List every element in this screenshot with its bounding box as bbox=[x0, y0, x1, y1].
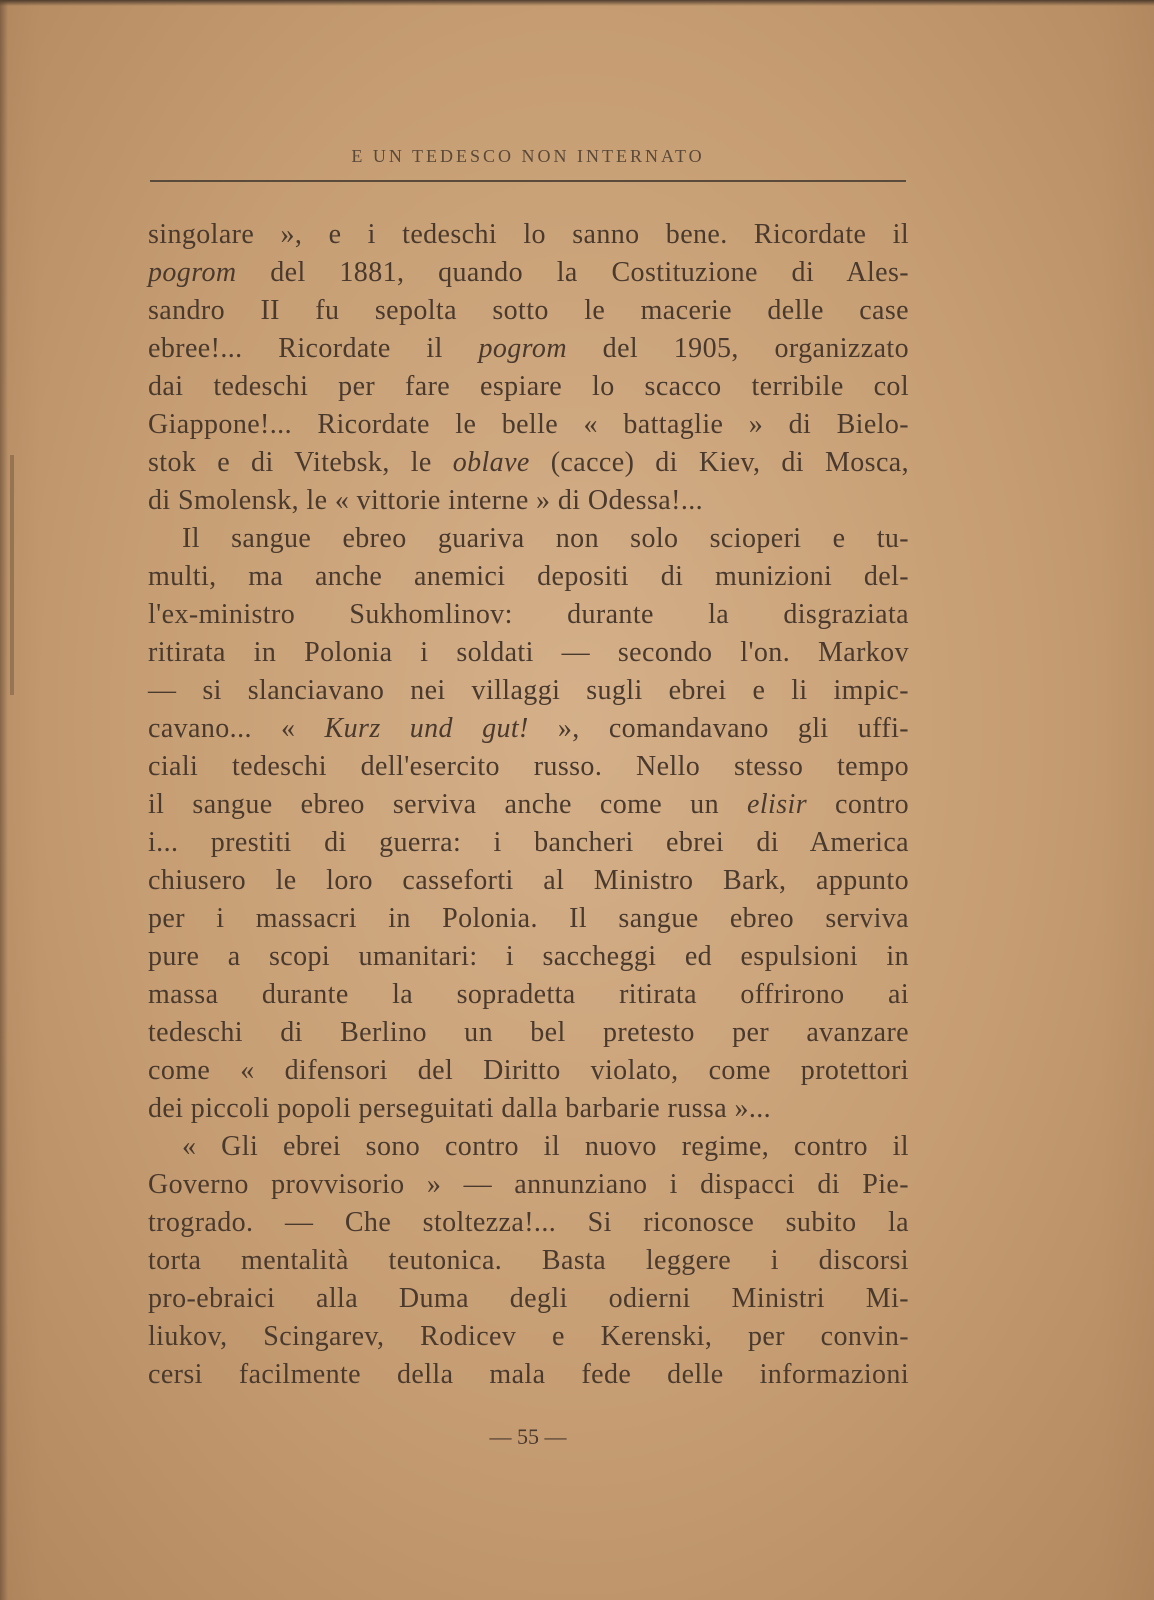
running-header: E UN TEDESCO NON INTERNATO bbox=[351, 146, 705, 166]
italic-word: elisir bbox=[747, 789, 807, 820]
binding-stain bbox=[10, 455, 14, 695]
text-line: Governo provvisorio » — annunziano i dispacci di Pie- bbox=[148, 1169, 909, 1200]
text-line: dei piccoli popoli perseguitati dalla barbarie russa »... bbox=[148, 1093, 772, 1124]
text-line: torta mentalità teutonica. Basta leggere i discorsi bbox=[148, 1245, 909, 1276]
text-line: « Gli ebrei sono contro il nuovo regime, contro il bbox=[182, 1131, 909, 1162]
text-line: per i massacri in Polonia. Il sangue ebreo serviva bbox=[148, 903, 909, 934]
text-line: Il sangue ebreo guariva non solo scioperi e tu- bbox=[182, 523, 909, 554]
text-line: come « difensori del Diritto violato, come protettori bbox=[148, 1055, 909, 1086]
page-left-edge bbox=[0, 0, 8, 1600]
page-number: — 55 — bbox=[489, 1424, 567, 1449]
text-line: pro-ebraici alla Duma degli odierni Ministri Mi- bbox=[148, 1283, 909, 1314]
text-line: chiusero le loro casseforti al Ministro Bark, appunto bbox=[148, 865, 909, 896]
italic-word: oblave bbox=[452, 447, 530, 478]
header-rule bbox=[150, 180, 906, 182]
body-text bbox=[148, 216, 909, 1394]
italic-word: pogrom bbox=[148, 257, 237, 288]
text-line: pogrom del 1881, quando la Costituzione di Ales- bbox=[148, 257, 909, 288]
text-line: — si slanciavano nei villaggi sugli ebrei e li impic- bbox=[148, 675, 909, 706]
text-line: sandro II fu sepolta sotto le macerie delle case bbox=[148, 295, 909, 326]
text-line: pure a scopi umanitari: i saccheggi ed espulsioni in bbox=[148, 941, 909, 972]
text-line: cersi facilmente della mala fede delle informazioni bbox=[148, 1359, 909, 1390]
text-line: tedeschi di Berlino un bel pretesto per avanzare bbox=[148, 1017, 909, 1048]
text-line: cavano... « Kurz und gut! », comandavano gli uffi- bbox=[148, 713, 909, 744]
page-top-edge bbox=[0, 0, 1154, 6]
text-line: Giappone!... Ricordate le belle « battaglie » di Bielo- bbox=[148, 409, 909, 440]
text-line: trogrado. — Che stoltezza!... Si riconosce subito la bbox=[148, 1207, 909, 1238]
text-line: l'ex-ministro Sukhomlinov: durante la disgraziata bbox=[148, 599, 909, 630]
text-line: ritirata in Polonia i soldati — secondo l'on. Markov bbox=[148, 637, 909, 668]
text-line: ciali tedeschi dell'esercito russo. Nello stesso tempo bbox=[148, 751, 909, 782]
text-line: il sangue ebreo serviva anche come un elisir contro bbox=[148, 789, 909, 820]
text-line: multi, ma anche anemici depositi di munizioni del- bbox=[148, 561, 909, 592]
text-line: stok e di Vitebsk, le oblave (cacce) di Kiev, di Mosca, bbox=[148, 447, 910, 478]
italic-word: Kurz und gut! bbox=[324, 713, 529, 744]
text-line: di Smolensk, le « vittorie interne » di Odessa!... bbox=[148, 485, 704, 516]
text-line: massa durante la sopradetta ritirata offrirono ai bbox=[148, 979, 909, 1010]
text-line: i... prestiti di guerra: i bancheri ebrei di America bbox=[148, 827, 909, 858]
text-line: ebree!... Ricordate il pogrom del 1905, organizzato bbox=[148, 333, 909, 364]
text-line: dai tedeschi per fare espiare lo scacco terribile col bbox=[148, 371, 909, 402]
text-line: singolare », e i tedeschi lo sanno bene. Ricordate il bbox=[148, 219, 909, 250]
italic-word: pogrom bbox=[478, 333, 567, 364]
text-line: liukov, Scingarev, Rodicev e Kerenski, per convin- bbox=[148, 1321, 909, 1352]
